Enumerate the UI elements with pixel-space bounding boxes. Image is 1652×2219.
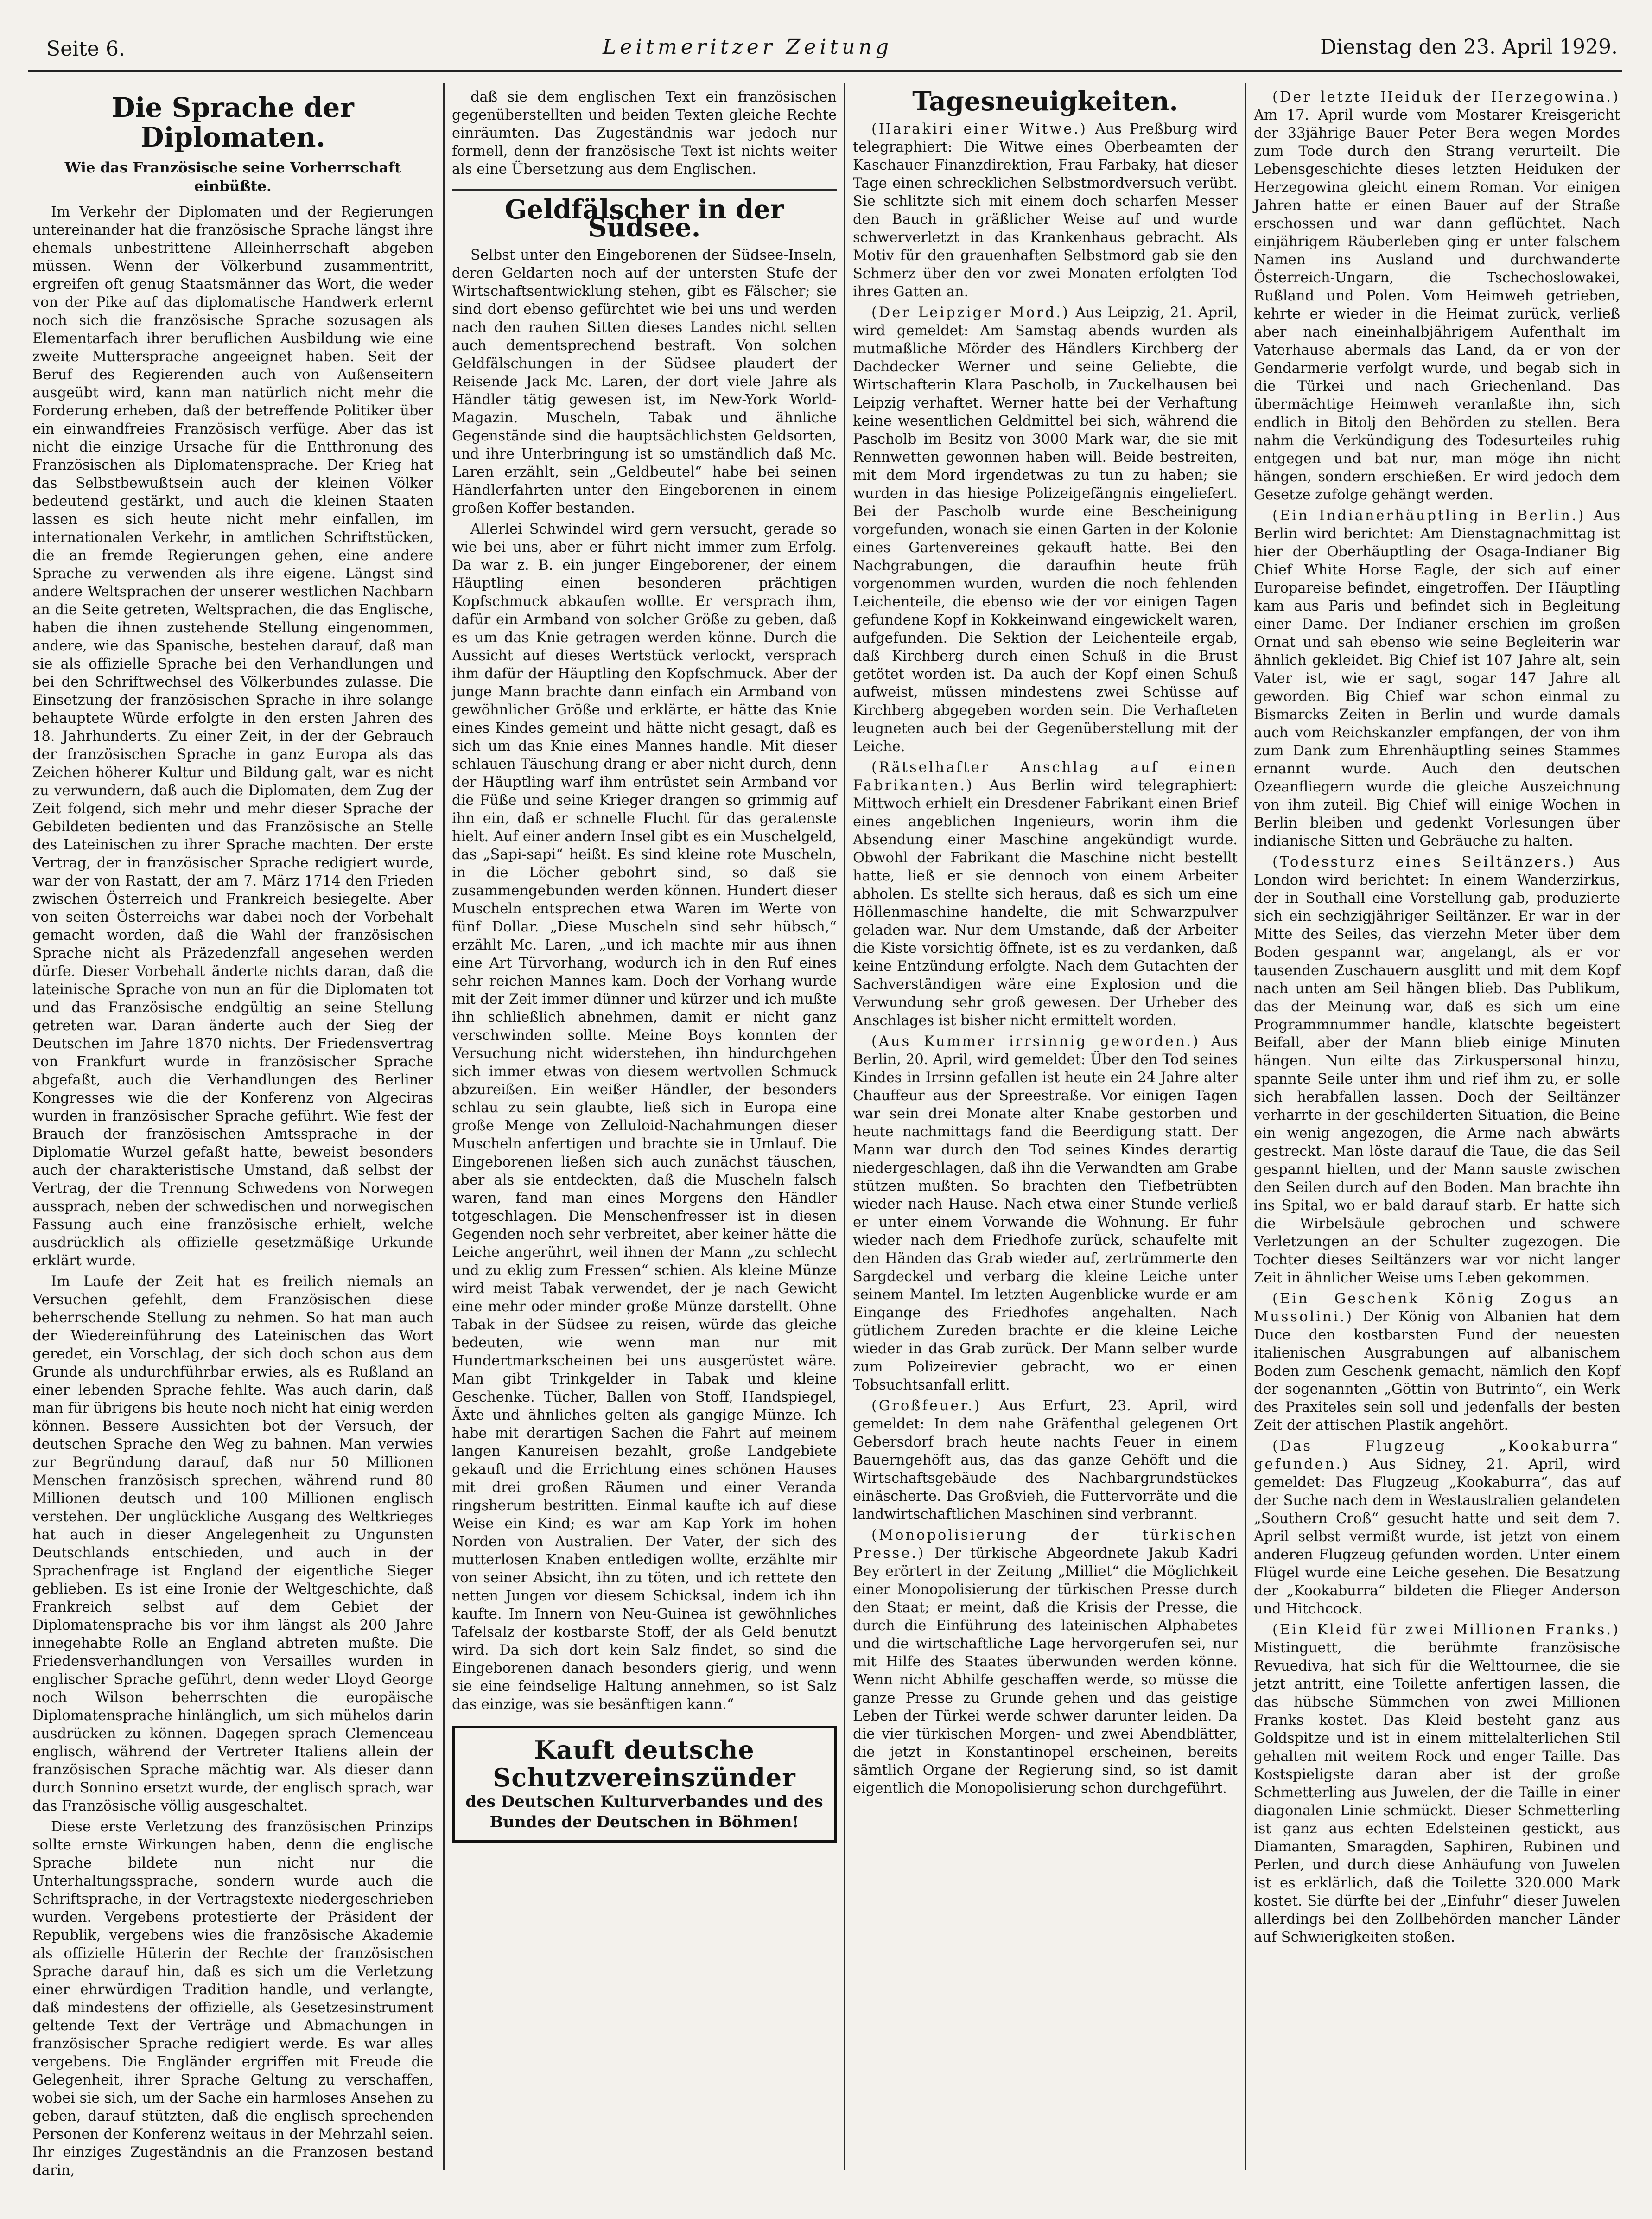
article-paragraph: daß sie dem englischen Text ein französischen gegenüberstellten und beiden Texten gleiche Rechte einräumten. Das Zugeständnis war jedoch nur formell, denn der französische Text ist nichts weiter als eine Übersetzung aus dem Englischen. (452, 89, 837, 178)
article-title: Geldfälscher in der Südsee. (504, 194, 784, 243)
page-number: Seite 6. (46, 37, 125, 61)
article-paragraph: Allerlei Schwindel wird gern versucht, gerade so wie bei uns, aber er führt nicht immer zum Erfolg. Da war z. B. ein junger Eingeborener, der einem Häuptling einen besonderen prächtigen Kopfschmuck abkaufen wollte. Er versprach ihm, dafür ein Armband von solcher Größe zu geben, daß es um das Knie getragen werden könne. Durch die Aussicht auf dieses Wertstück verlockt, versprach ihm dafür der Häuptling den Kopfschmuck. Aber der junge Mann brachte dann einfach ein Armband von gewöhnlicher Größe und erklärte, er hätte das Knie eines Kindes gemeint und hätte nicht gesagt, daß es sich um das Knie eines Mannes handle. Mit dieser schlauen Täuschung drang er aber nicht durch, denn der Häuptling warf ihm entrüstet sein Armband vor die Füße und seine Krieger drangen so grimmig auf ihn ein, daß er schnelle Flucht für das geratenste hielt. Auf einer andern Insel gibt es ein Muschelgeld, das „Sapi-sapi“ heißt. Es sind kleine rote Muscheln, in die Löcher gebohrt sind, so daß sie zusammengebunden werden können. Hundert dieser Muscheln entsprechen etwa Waren im Werte von fünf Dollar. „Diese Muscheln sind sehr hübsch,“ erzählt Mc. Laren, „und ich machte mir aus ihnen eine Art Türvorhang, wodurch ich in den Ruf eines sehr reichen Mannes kam. Doch der Vorhang wurde mit der Zeit immer dünner und kürzer und ich mußte ihn schließlich abnehmen, damit er nicht ganz verschwinden sollte. Meine Boys konnten der Versuchung nicht widerstehen, ihn hindurchgehen sich immer etwas von diesem wertvollen Schmuck abzureißen. Ein weißer Händler, der besonders schlau zu sein glaubte, ließ sich in Europa eine große Menge von Zelluloid-Nachahmungen dieser Muscheln anfertigen und brachte sie in Umlauf. Die Eingeborenen ließen sich auch zunächst täuschen, aber als sie entdeckten, daß die Muscheln falsch waren, fand man eines Morgens den Händler totgeschlagen. Die Menschenfresser ist in diesen Gegenden noch sehr verbreitet, aber keiner hätte die Leiche angerührt, weil ihnen der Mann „zu schlecht und zu eklig zum Fressen“ schien. Als kleine Münze wird meist Tabak verwendet, der je nach Gewicht eine mehr oder minder große Münze darstellt. Ohne Tabak in der Südsee zu reisen, würde das gleiche bedeuten, wie wenn man nur mit Hundertmarkscheinen bei uns ausgerüstet wäre. Man gibt Trinkgelder in Tabak und kleine Geschenke. Tücher, Ballen von Stoff, Handspiegel, Äxte und ähnliches gelten als gangige Münze. Ich habe mit derartigen Sachen die Fahrt auf meinem langen Kanureisen bezahlt, große Landgebiete gekauft und die Errichtung eines schönen Hauses mit drei großen Räumen und einer Veranda ringsherum bestritten. Einmal kaufte ich auf diese Weise ein Kind; es war am Kap York im hohen Norden von Australien. Der Vater, der sich des mutterlosen Knaben entledigen wollte, erzählte mir von seiner Absicht, ihn zu töten, und ich rettete den netten Jungen vor diesem Schicksal, indem ich ihn kaufte. Im Innern von Neu-Guinea ist gewöhnliches Tafelsalz der kostbarste Stoff, der als Geld benutzt wird. Da sich dort kein Salz findet, so sind die Eingeborenen danach besonders gierig, und wenn sie eine feindselige Haltung annehmen, so ist Salz das einzige, was sie besänftigen kann.“ (452, 521, 837, 1713)
column-1 (32, 88, 433, 2179)
news-item (1254, 1437, 1620, 1618)
column-3 (853, 88, 1238, 2165)
news-item-text: Aus London wird berichtet: In einem Wanderzirkus, der in Southall eine Vorstellung gab, produzierte sich ein sechzigjähriger Seiltänzer. Er war in der Mitte des Seiles, das vierzehn Meter über dem Boden gespannt war, angelangt, als er vor tausenden Zuschauern ausglitt und mit dem Kopf nach unten am Seil hängen blieb. Das Publikum, das der Meinung war, daß es sich um eine Programmnummer handle, klatschte begeistert Beifall, aber der Mann blieb einige Minuten hängen. Nun eilte das Zirkuspersonal hinzu, spannte Seile unter ihm und rief ihm zu, er solle sich herabfallen lassen. Doch der Seiltänzer verharrte in der geschilderten Situation, die Beine ein wenig angezogen, die Arme nach abwärts gestreckt. Man löste darauf die Taue, die das Seil gespannt hielten, und der Mann sauste zwischen den Seilen durch auf den Boden. Man brachte ihn ins Spital, wo er bald darauf starb. Er hatte sich die Wirbelsäule gebrochen und schwere Verletzungen an der Schulter zugezogen. Die Tochter dieses Seiltänzers war vor nicht langer Zeit in ähnlicher Weise ums Leben gekommen. (1254, 854, 1620, 1286)
advertisement-box (452, 1726, 837, 1843)
news-item-text: Mistinguett, die berühmte französische Revuediva, hat sich für die Welttournee, die sie jetzt antritt, eine Toilette anfertigen lassen, die das hübsche Sümmchen von zwei Millionen Franks kostet. Das Kleid besteht ganz aus Goldspitze und ist in einem mittelalterlichen Stil gehalten mit weitem Rock und enger Taille. Das Kostspieligste daran aber ist der große Schmetterling aus Juwelen, der die Taille in einer diagonalen Linie schmückt. Dieser Schmetterling ist ganz aus echten Edelsteinen gestickt, aus Diamanten, Smaragden, Saphiren, Rubinen und Perlen, und durch diese Anhäufung von Juwelen ist es erklärlich, daß die Toilette 320.000 Mark kostet. Sie dürfte bei der „Einfuhr“ dieser Juwelen allerdings bei den Zollbehörden mancher Länder auf Schwierigkeiten stoßen. (1254, 1640, 1620, 1945)
article-paragraph: Diese erste Verletzung des französischen Prinzips sollte ernste Wirkungen haben, denn die englische Sprache bildete nun nicht nur die Unterhaltungssprache, sondern wurde auch die Schriftsprache, in der Vertragstexte niedergeschrieben wurden. Vergebens protestierte der Präsident der Republik, vergebens wies die französische Akademie als offizielle Hüterin der Rechte der französischen Sprache darauf hin, daß es sich um die Verletzung einer ehrwürdigen Tradition handle, und verlangte, daß mindestens der offizielle, als Gesetzesinstrument geltende Text der Verträge und Abmachungen in französischer Sprache redigiert werde. Es war alles vergebens. Die Engländer ergriffen mit Freude die Gelegenheit, ihrer Sprache Geltung zu verschaffen, wobei sie sich, um der Sache ein harmloses Ansehen zu geben, darauf stützten, daß die englisch sprechenden Personen der Konferenz weitaus in der Mehrzahl seien. Ihr einziges Zugeständnis an die Franzosen bestand darin, (32, 1819, 433, 2179)
news-item-title: (Ein Geschenk König Zogus an Mussolini.) (1254, 1291, 1620, 1325)
news-item-title: (Harakiri einer Witwe.) (871, 121, 1087, 137)
news-item-text: Aus Preßburg wird telegraphiert: Die Witwe eines Oberbeamten der Kaschauer Finanzdirektion, Frau Farbaky, hat dieser Tage einen schrecklichen Selbstmordversuch verübt. Sie schlitzte sich mit einem doch scharfen Messer den Bauch in gräßlicher Weise auf und wurde schwerverletzt in das Krankenhaus gebracht. Als Motiv für den grauenhaften Selbstmord gab sie den Schmerz über den vor zwei Monaten erfolgten Tod ihres Gatten an. (853, 121, 1238, 300)
article-paragraph: Im Verkehr der Diplomaten und der Regierungen untereinander hat die französische Sprache längst ihre ehemals unbestrittene Alleinherrschaft abgeben müssen. Wenn der Völkerbund zusammentritt, ergreifen oft genug Staatsmänner das Wort, die weder von der Pike auf das diplomatische Handwerk erlernt noch sich die französische Sprache sozusagen als Elementarfach ihrer beruflichen Ausbildung wie eine zweite Muttersprache angeeignet haben. Seit der Beruf des Regierenden auch von Außenseitern ausgeübt wird, kann man natürlich nicht mehr die Forderung erheben, daß der betreffende Politiker über ein einwandfreies Französisch verfüge. Aber das ist nicht die einzige Ursache für die Entthronung des Französischen als Diplomatensprache. Der Krieg hat das Selbstbewußtsein auch der kleinen Völker bedeutend gestärkt, und auch die kleinen Staaten lassen es sich heute nicht mehr einfallen, im internationalen Verkehr, in amtlichen Schriftstücken, die an fremde Regierungen gehen, eine andere Sprache zu verwenden als ihre eigene. Längst sind andere Weltsprachen der unserer westlichen Nachbarn an die Seite getreten, Weltsprachen, die das Englische, haben die ihnen zustehende Stellung eingenommen, andere, wie das Spanische, bestehen darauf, daß man sie als offizielle Sprache bei den Verhandlungen und bei den Schriftwechsel des Völkerbundes zulasse. Die Einsetzung der französischen Sprache in ihre solange behauptete Würde erfolgte in den ersten Jahren des 18. Jahrhunderts. Zu einer Zeit, in der der Gebrauch der französischen Sprache in ganz Europa als das Zeichen höherer Kultur und Bildung galt, war es nicht zu verwundern, daß auch die Diplomaten, dem Zug der Zeit folgend, sich mehr und mehr dieser Sprache der Gebildeten bedienten und das Französische an Stelle des Lateinischen zu ihrer Sprache machten. Der erste Vertrag, der in französischer Sprache redigiert wurde, war der von Rastatt, der am 7. März 1714 den Frieden zwischen Österreich und Frankreich besiegelte. Aber von seiten Österreichs war dabei noch der Vorbehalt gemacht worden, daß die Wahl der französischen Sprache nicht als Präzedenzfall angesehen werden dürfe. Dieser Vorbehalt änderte nichts daran, daß die lateinische Sprache von nun an für die Diplomaten tot und das Französische endgültig an seine Stellung getreten war. Daran änderte auch der Sieg der Deutschen im Jahre 1870 nichts. Der Friedensvertrag von Frankfurt wurde in französischer Sprache abgefaßt, auch die Verhandlungen des Berliner Kongresses wie die der Konferenz von Algeciras wurden in französischer Sprache geführt. Wie fest der Brauch der französischen Amtssprache in der Diplomatie Wurzel gefaßt hatte, beweist besonders auch der charakteristische Umstand, daß selbst der Vertrag, der die Trennung Schwedens von Norwegen aussprach, neben der schwedischen und norwegischen Fassung auch eine französische erhielt, welche ausdrücklich als offizielle gesetzmäßige Urkunde erklärt wurde. (32, 204, 433, 1269)
news-item (853, 120, 1238, 301)
newspaper-name: Leitmeritzer Zeitung (603, 35, 893, 59)
news-item (1254, 1621, 1620, 1946)
news-item (853, 304, 1238, 756)
news-item (1254, 853, 1620, 1287)
issue-date: Dienstag den 23. April 1929. (1320, 35, 1618, 59)
newspaper-page (28, 19, 1622, 2198)
news-item-text: Der türkische Abgeordnete Jakub Kadri Bey erörtert in der Zeitung „Milliet“ die Möglichkeit einer Monopolisierung der türkischen Presse durch den Staat; er meint, daß die Krisis der Presse, die durch die Einführung des lateinischen Alphabetes und die wirtschaftliche Lage hervorgerufen sei, nur mit Hilfe des Staates überwunden werden könne. Wenn nicht Abhilfe geschaffen werde, so müsse die ganze Presse zu Grunde gehen und das geistige Leben der Türkei werde schwer darunter leiden. Da die vier türkischen Morgen- und zwei Abendblätter, die jetzt in Konstantinopel erscheinen, bereits sämtlich Organe der Regierung sind, so ist damit eigentlich die Monopolisierung schon durchgeführt. (853, 1545, 1238, 1797)
news-item-text: Aus Berlin wird telegraphiert: Mittwoch erhielt ein Dresdener Fabrikant einen Brief eines angeblichen Ingenieurs, worin ihm die Absendung einer Maschine angekündigt wurde. Obwohl der Fabrikant die Maschine nicht bestellt hatte, ließ er sie dennoch von einem Arbeiter abholen. Es stellte sich heraus, daß es sich um eine Höllenmaschine handelte, die mit Schwarzpulver geladen war. Nur dem Umstande, daß der Arbeiter die Kiste vorsichtig öffnete, ist es zu verdanken, daß keine Entzündung erfolgte. Nach dem Gutachten der Sachverständigen wäre eine Explosion und die Verwundung sehr groß gewesen. Der Urheber des Anschlages ist bisher nicht ermittelt worden. (853, 778, 1238, 1029)
news-item-title: (Ein Indianerhäuptling in Berlin.) (1272, 508, 1586, 524)
column-rule (844, 83, 845, 2170)
article-subtitle: Wie das Französische seine Vorherrschaft einbüßte. (64, 159, 401, 195)
news-item-text: Aus Leipzig, 21. April, wird gemeldet: Am Samstag abends wurden als mutmaßliche Mörder des Händlers Kirchberg der Dachdecker Werner und seine Geliebte, die Wirtschafterin Klara Pascholb, in Zuckelhausen bei Leipzig verhaftet. Werner hatte bei der Verhaftung keine wesentlichen Geldmittel bei sich, während die Pascholb im Besitz von 3000 Mark war, die sie mit Rennwetten gewonnen haben will. Beide bestreiten, mit dem Mord irgendetwas zu tun zu haben; sie wurden in das hiesige Polizeigefängnis eingeliefert. Bei der Pascholb wurde eine Bescheinigung vorgefunden, wonach sie einen Garten in der Kolonie eines Gartenvereines gekauft hatte. Bei den Nachgrabungen, die daraufhin heute früh vorgenommen wurden, wurden die noch fehlenden Leichenteile, die ebenso wie der vor einigen Tagen gefundene Kopf in Kokkeinwand eingewickelt waren, aufgefunden. Die Sektion der Leichenteile ergab, daß Kirchberg durch einen Schuß in die Brust getötet worden ist. Da auch der Kopf einen Schuß aufweist, müssen mindestens zwei Schüsse auf Kirchberg abgegeben worden sein. Die Verhafteten leugneten auch bei der Gegenüberstellung mit der Leiche. (853, 305, 1238, 755)
news-item-text: Der König von Albanien hat dem Duce den kostbarsten Fund der neuesten italienischen Ausgrabungen auf albanischem Boden zum Geschenk gemacht, nämlich den Kopf der sogenannten „Göttin von Butrinto“, ein Werk des Praxiteles sein soll und jedenfalls der besten Zeit der attischen Plastik angehört. (1254, 1309, 1620, 1434)
news-item-text: Aus Erfurt, 23. April, wird gemeldet: In dem nahe Gräfenthal gelegenen Ort Gebersdorf brach heute nachts Feuer in einem Bauerngehöft aus, das das ganze Gehöft und die Wirtschaftsgebäude des Nachbargrundstückes einäscherte. Das Großvieh, die Futtervorräte und die landwirtschaftlichen Maschinen sind verbrannt. (853, 1398, 1238, 1523)
column-4 (1254, 88, 1620, 2165)
news-item-title: (Rätselhafter Anschlag auf einen Fabrikanten.) (853, 759, 1238, 794)
news-item (853, 1397, 1238, 1524)
column-rule (1245, 83, 1246, 2170)
news-item (1254, 507, 1620, 850)
ad-text: des Deutschen Kulturverbandes und des Bundes der Deutschen in Böhmen! (465, 1792, 823, 1831)
article-paragraph: Im Laufe der Zeit hat es freilich niemals an Versuchen gefehlt, dem Französischen diese beherrschende Stellung zu nehmen. So hat man auch der Wiedereinführung des Lateinischen das Wort geredet, ein Vorschlag, der sich doch schon aus dem Grunde als undurchführbar erwies, als es Rußland an einer lebenden Sprache fehlte. Was auch darin, daß man für übrigens bis heute noch nicht hat einig werden können. Bessere Aussichten bot der Versuch, der deutschen Sprache den Weg zu bahnen. Man verwies zur Begründung darauf, daß nur 50 Millionen Menschen französisch sprechen, während rund 80 Millionen deutsch und 100 Millionen englisch verstehen. Der unglückliche Ausgang des Weltkrieges hat auch in dieser Angelegenheit zu Ungunsten Deutschlands entschieden, und auch in der Sprachenfrage ist England der eigentliche Sieger geblieben. Es ist eine Ironie der Weltgeschichte, daß Frankreich selbst auf dem Gebiet der Diplomatensprache bis vor ihm längst als 200 Jahre innegehabte Rolle an England abtreten mußte. Die Friedensverhandlungen von Versailles wurden in englischer Sprache geführt, denn weder Lloyd George noch Wilson beherrschten die europäische Diplomatensprache hinlänglich, um sich mühelos darin ausdrücken zu können. Dagegen sprach Clemenceau englisch, während der Vertreter Italiens allein der französischen Sprache mächtig war. Als dieser dann durch Sonnino ersetzt wurde, der englisch sprach, war das Französische völlig ausgeschaltet. (32, 1274, 433, 1814)
news-item-text: Aus Berlin wird berichtet: Am Dienstagnachmittag ist hier der Oberhäuptling der Osaga-Indianer Big Chief White Horse Eagle, der sich auf einer Europareise befindet, eingetroffen. Der Häuptling kam aus Paris und befindet sich in Begleitung einer Dame. Der Indianer erschien im großen Ornat und sah ebenso wie seine Begleiterin war ähnlich gekleidet. Big Chief ist 107 Jahre alt, sein Vater ist, wie er sagt, sogar 147 Jahre alt geworden. Big Chief war schon einmal zu Bismarcks Zeiten in Berlin und wurde damals auch vom Reichskanzler empfangen, der von ihm zum Dank zum Ehrenhäuptling seines Stammes ernannt wurde. Auch den deutschen Ozeanfliegern wurde die gleiche Auszeichnung von ihm zuteil. Big Chief will einige Wochen in Berlin bleiben und gedenkt Vorlesungen über indianische Sitten und Gebräuche zu halten. (1254, 508, 1620, 849)
article-paragraph: Selbst unter den Eingeborenen der Südsee-Inseln, deren Geldarten noch auf der untersten Stufe der Wirtschaftsentwicklung stehen, gibt es Fälscher; sie sind dort ebenso gefürchtet wie bei uns und werden nach den rauhen Sitten dieses Landes nicht selten auch dementsprechend bestraft. Von solchen Geldfälschungen in der Südsee plaudert der Reisende Jack Mc. Laren, der dort viele Jahre als Händler tätig gewesen ist, im New-York World-Magazin. Muscheln, Tabak und ähnliche Gegenstände sind die hauptsächlichsten Geldsorten, und ihre Unterbringung ist so umständlich daß Mc. Laren erzählt, sein „Geldbeutel“ habe bei seinen Händlerfahrten unter den Eingeborenen in einem großen Koffer bestanden. (452, 247, 837, 516)
news-item (1254, 1290, 1620, 1435)
news-item-text: Aus Berlin, 20. April, wird gemeldet: Über den Tod seines Kindes in Irrsinn gefallen ist heute ein 24 Jahre alter Chauffeur aus der Spreestraße. Vor einigen Tagen war sein drei Monate alter Knabe gestorben und heute nachmittags fand die Beerdigung statt. Der Mann war durch den Tod seines Kindes derartig niedergeschlagen, daß ihn die Verwandten am Grabe stützen mußten. So brachten den Tiefbetrübten wieder nach Hause. Nach etwa einer Stunde verließ er unter einem Vorwande die Wohnung. Er fuhr wieder nach dem Friedhofe zurück, schaufelte mit den Händen das Grab wieder auf, zertrümmerte den Sargdeckel und verbarg die kleine Leiche unter seinem Mantel. Im letzten Augenblicke wurde er am Eingange des Friedhofes angehalten. Nach gütlichem Zureden brachte er die kleine Leiche wieder in das Grab zurück. Der Mann selber wurde zum Polizeirevier gebracht, wo er einen Tobsuchtsanfall erlitt. (853, 1033, 1238, 1393)
news-item-title: (Todessturz eines Seiltänzers.) (1272, 854, 1576, 870)
news-item-title: (Großfeuer.) (871, 1398, 982, 1414)
ad-headline: Kauft deutsche Schutzvereinszünder (493, 1735, 796, 1792)
column-rule (443, 83, 445, 2170)
news-item-title: (Der Leipziger Mord.) (871, 305, 1070, 321)
article-title: Die Sprache der Diplomaten. (112, 92, 354, 153)
news-item (1254, 88, 1620, 504)
news-item-title: (Das Flugzeug „Kookaburra“ gefunden.) (1254, 1438, 1620, 1473)
news-item-title: (Der letzte Heiduk der Herzegowina.) (1272, 89, 1620, 105)
news-item-title: (Ein Kleid für zwei Millionen Franks.) (1272, 1622, 1620, 1638)
section-divider (452, 189, 837, 191)
column-2 (452, 88, 837, 2165)
news-item (853, 1033, 1238, 1394)
news-item (853, 759, 1238, 1030)
section-title: Tagesneuigkeiten. (912, 86, 1178, 117)
news-item-text: Am 17. April wurde vom Mostarer Kreisgericht der 33jährige Bauer Peter Bera wegen Mordes zum Tode durch den Strang verurteilt. Die Lebensgeschichte dieses letzten Heiduken der Herzegowina gleicht einem Roman. Vor einigen Jahren hatte er einen Bauer auf der Straße erschossen und war dann geflüchtet. Nach einjährigem Räuberleben ging er unter falschem Namen ins Ausland und durchwanderte Österreich-Ungarn, die Tschechoslowakei, Rußland und Polen. Vom Heimweh getrieben, kehrte er wieder in die Heimat zurück, verließ aber nach eineinhalbjährigem Aufenthalt im Vaterhause abermals das Land, da er von der Gendarmerie verfolgt wurde, und begab sich in die Türkei und nach Griechenland. Das übermächtige Heimweh veranlaßte ihn, sich endlich in Bitolj den Behörden zu stellen. Bera nahm die Verkündigung des Todesurteiles ruhig entgegen und bat nur, man möge ihn nicht hängen, sondern erschießen. Er wird jedoch dem Gesetze zufolge gehängt werden. (1254, 107, 1620, 503)
news-item-title: (Monopolisierung der türkischen Presse.) (853, 1527, 1238, 1562)
news-item (853, 1526, 1238, 1798)
news-item-text: Aus Sidney, 21. April, wird gemeldet: Das Flugzeug „Kookaburra“, das auf der Suche nach dem in Westaustralien gelandeten „Southern Croß“ gesucht hatte und seit dem 7. April selbst vermißt wurde, ist jetzt von einem anderen Flugzeug gefunden worden. Unter einem Flügel wurde eine Leiche gesehen. Die Besatzung der „Kookaburra“ bildeten die Flieger Anderson und Hitchcock. (1254, 1456, 1620, 1617)
page-header (28, 19, 1622, 72)
news-item-title: (Aus Kummer irrsinnig geworden.) (871, 1033, 1200, 1050)
